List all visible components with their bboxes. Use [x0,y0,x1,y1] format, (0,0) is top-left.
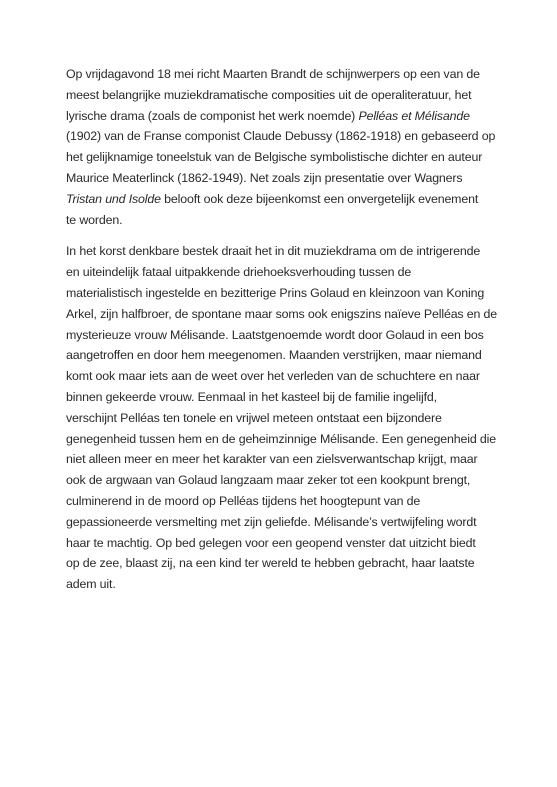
text-line [66,553,506,574]
text-segment: en uiteindelijk fataal uitpakkende driehoeksverhouding tussen de [66,265,412,280]
text-segment: te worden. [66,212,123,227]
text-line [66,106,506,127]
paragraph [66,241,506,595]
text-line [66,533,506,554]
text-line [66,126,506,147]
text-line [66,85,506,106]
text-segment: aangetroffen en door hem meegenomen. Maanden verstrijken, maar niemand [66,348,482,363]
text-line [66,325,506,346]
text-segment: niet alleen meer en meer het karakter van een zielsverwantschap krijgt, maar [66,452,478,467]
text-segment: In het korst denkbare bestek draait het in dit muziekdrama om de intrigerende [66,244,481,259]
text-line [66,512,506,533]
text-line [66,387,506,408]
text-segment: meest belangrijke muziekdramatische composities uit de operaliteratuur, het [66,87,472,102]
text-segment: op de zee, blaast zij, na een kind ter wereld te hebben gebracht, haar laatste [66,556,475,571]
text-segment: adem uit. [66,577,116,592]
text-segment: lyrische drama (zoals de componist het werk noemde) [66,108,359,123]
italic-title: Pelléas et Mélisande [358,108,470,123]
text-segment: mysterieuze vrouw Mélisande. Laatstgenoemde wordt door Golaud in een bos [66,327,484,342]
text-line [66,304,506,325]
text-segment: culminerend in de moord op Pelléas tijdens het hoogtepunt van de [66,493,421,508]
text-line [66,366,506,387]
text-line [66,262,506,283]
text-line [66,147,506,168]
text-line [66,470,506,491]
text-line [66,168,506,189]
text-line [66,210,506,231]
text-segment: belooft ook deze bijeenkomst een onvergetelijk evenement [160,191,479,206]
text-segment: genegenheid tussen hem en de geheimzinnige Mélisande. Een genegenheid die [66,431,496,446]
text-line [66,491,506,512]
text-segment: Arkel, zijn halfbroer, de spontane maar soms ook enigszins naïeve Pelléas en de [66,306,498,321]
text-segment: binnen gekeerde vrouw. Eenmaal in het kasteel bij de familie ingelijfd, [66,389,437,404]
text-segment: Op vrijdagavond 18 mei richt Maarten Brandt de schijnwerpers op een van de [66,67,480,81]
text-segment: Maurice Meaterlinck (1862-1949). Net zoals zijn presentatie over Wagners [66,170,463,185]
text-segment: gepassioneerde versmelting met zijn geliefde. Mélisande’s vertwijfeling wordt [66,514,477,529]
document-body [66,64,506,606]
text-segment: ook de argwaan van Golaud langzaam maar zeker tot een kookpunt brengt, [66,473,471,488]
text-segment: materialistisch ingestelde en bezitterige Prins Golaud en kleinzoon van Koning [66,285,485,300]
text-segment: (1902) van de Franse componist Claude Debussy (1862-1918) en gebaseerd op [66,129,496,144]
text-segment: haar te machtig. Op bed gelegen voor een geopend venster dat uitzicht biedt [66,535,476,550]
text-line [66,283,506,304]
text-segment: verschijnt Pelléas ten tonele en vrijwel meteen ontstaat een bijzondere [66,410,442,425]
text-line [66,408,506,429]
text-line [66,345,506,366]
text-line [66,574,506,595]
italic-title: Tristan und Isolde [66,191,161,206]
text-segment: het gelijknamige toneelstuk van de Belgische symbolistische dichter en auteur [66,150,483,165]
text-line [66,429,506,450]
paragraph [66,64,506,230]
text-segment: komt ook maar iets aan de weet over het verleden van de schuchtere en naar [66,369,480,384]
text-line [66,64,506,85]
text-line [66,241,506,262]
text-line [66,449,506,470]
text-line [66,189,506,210]
